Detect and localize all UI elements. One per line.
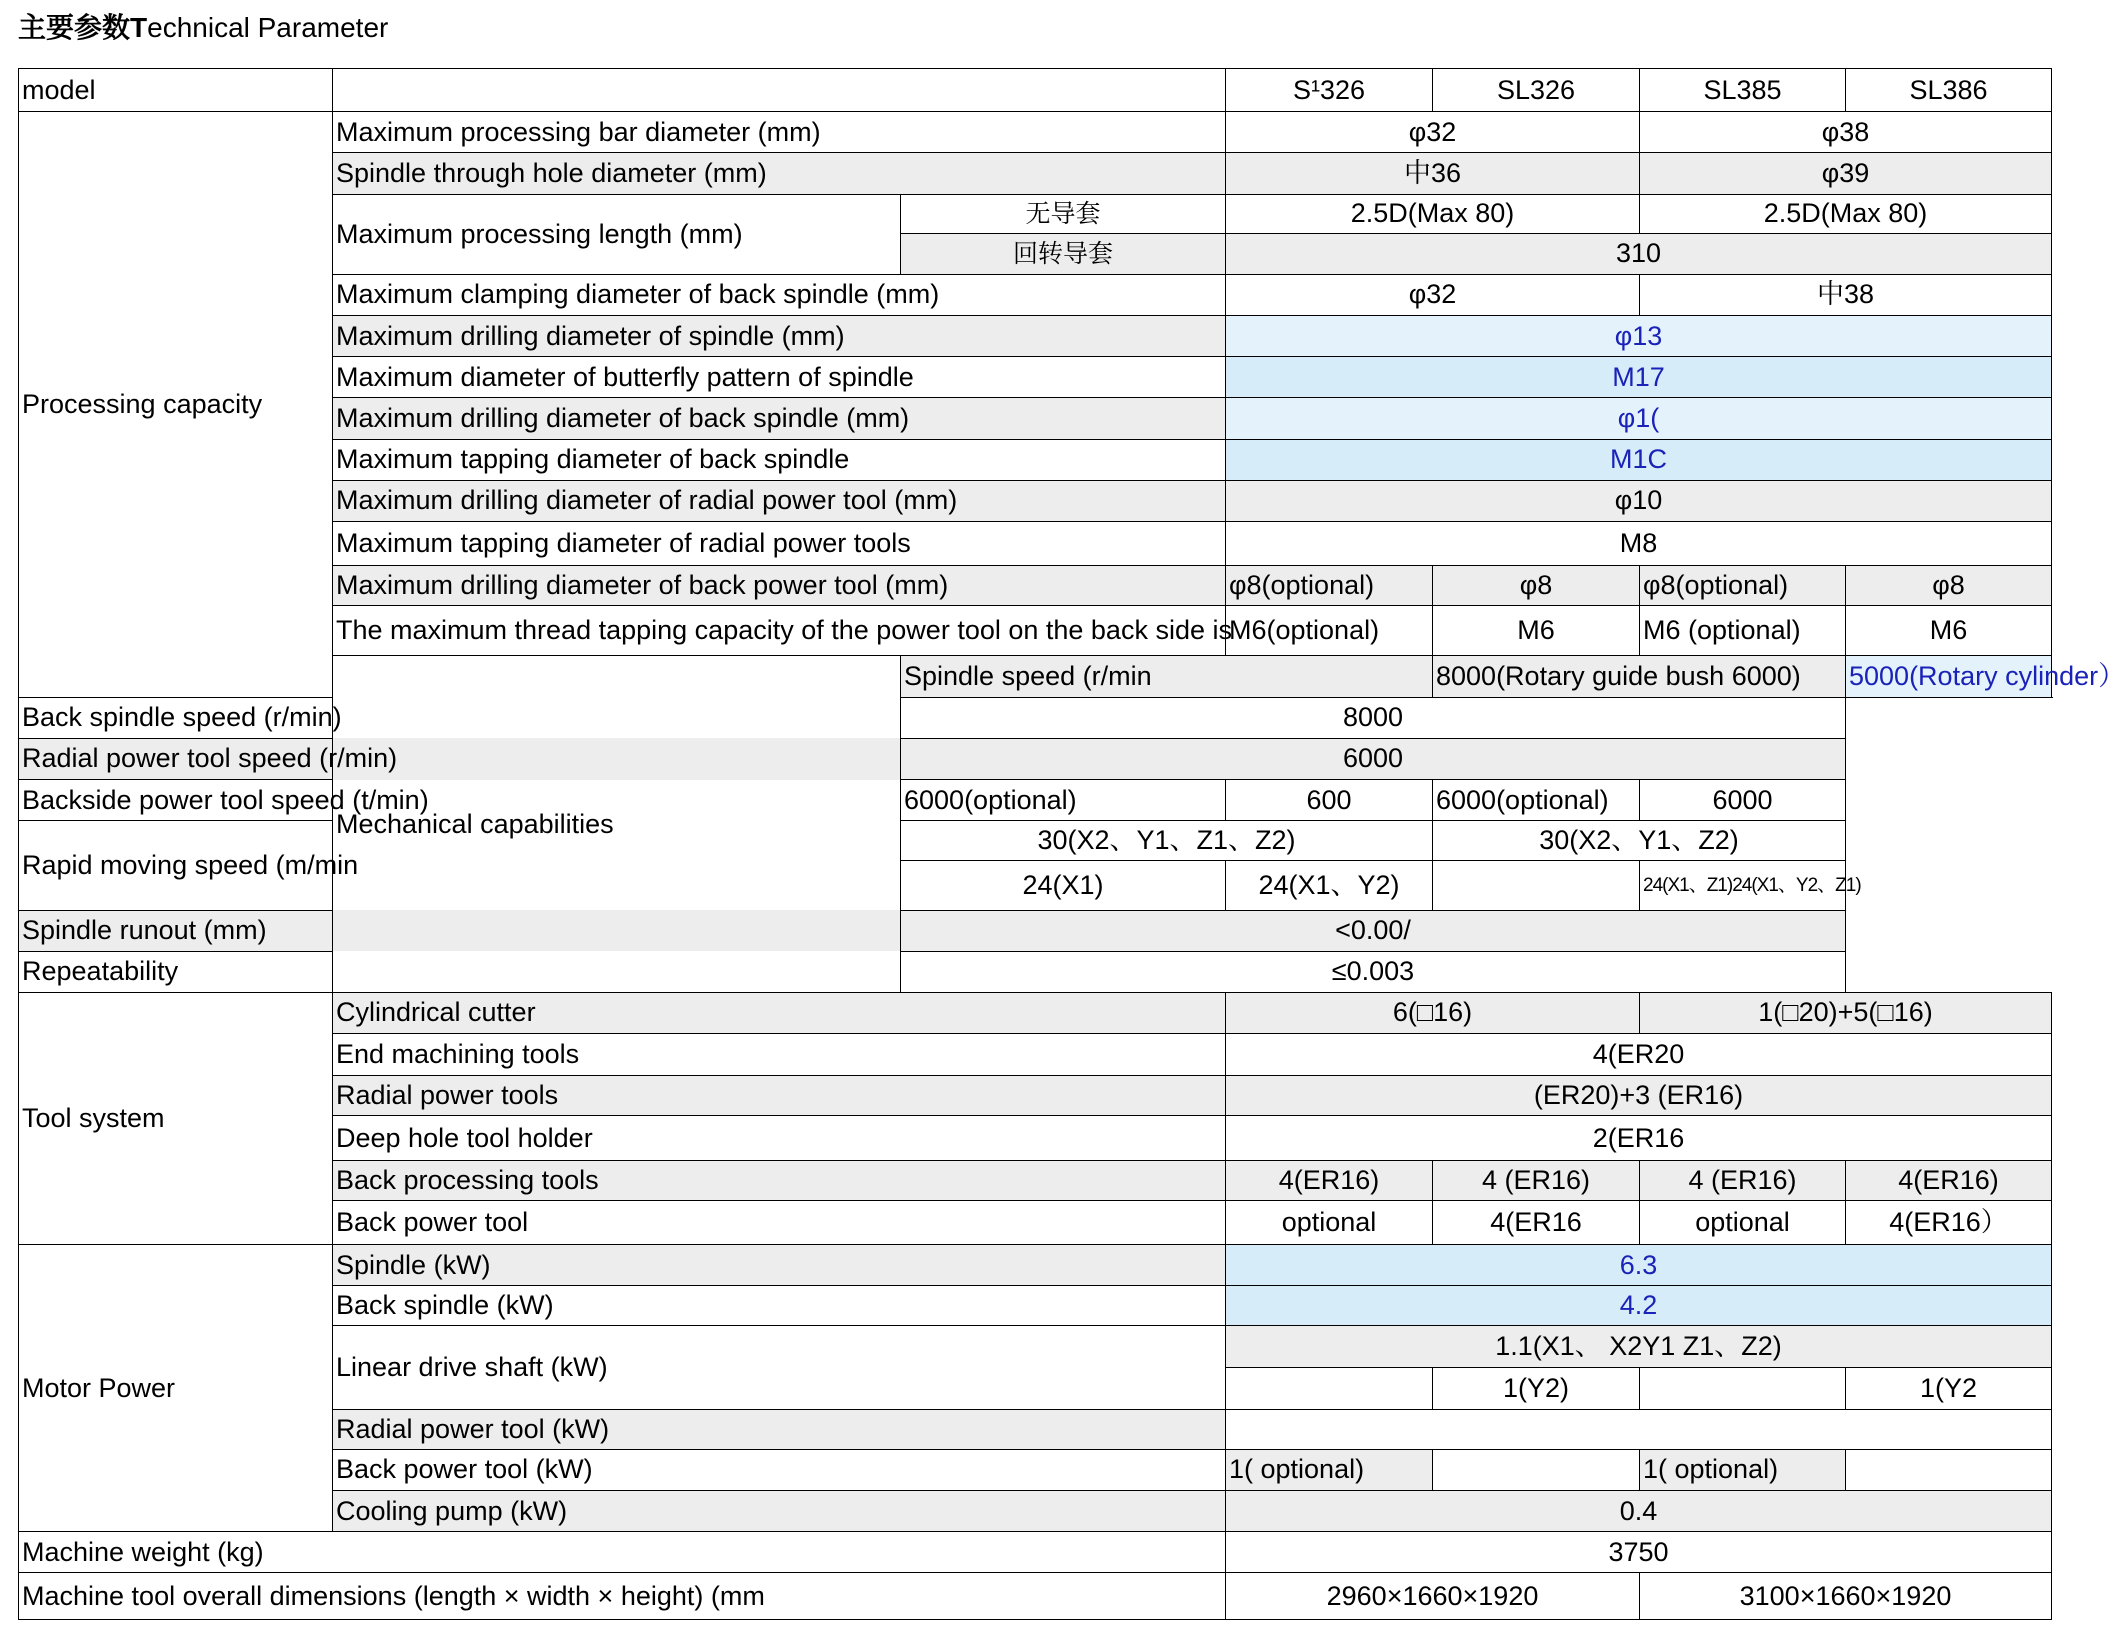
value-rapid-r2-3 <box>1433 861 1640 910</box>
value-cooling: 0.4 <box>1226 1491 2052 1532</box>
value-end: 4(ER20 <box>1226 1034 2052 1076</box>
value-backside-speed-2: 600 <box>1226 780 1433 821</box>
technical-parameter-table <box>18 68 2125 1620</box>
row-label-radial-power: Radial power tool (kW) <box>333 1409 1226 1449</box>
row-label-drill-spindle: Maximum drilling diameter of spindle (mm) <box>333 316 1226 357</box>
value-cyl-2: 1(□20)+5(□16) <box>1640 992 2052 1033</box>
value-dims-1: 2960×1660×1920 <box>1226 1573 1640 1620</box>
row-label-drill-radial: Maximum drilling diameter of radial power tool (mm) <box>333 480 1226 521</box>
category-tool: Tool system <box>19 992 333 1244</box>
value-rapid-r1-1: 30(X2、Y1、Z1、Z2) <box>901 821 1433 861</box>
value-weight: 3750 <box>1226 1532 2052 1573</box>
row-label-motor-back-power: Back power tool (kW) <box>333 1449 1226 1490</box>
page-title <box>18 8 388 48</box>
value-backside-speed-3: 6000(optional) <box>1433 780 1640 821</box>
title-en-rest: echnical Parameter <box>147 12 389 43</box>
category-mechanical: Mechanical capabilities <box>333 656 901 992</box>
value-back-proc-2: 4 (ER16) <box>1433 1160 1640 1200</box>
table-row <box>19 780 2052 821</box>
value-rapid-r1-2: 30(X2、Y1、Z2) <box>1433 821 1846 861</box>
value-through-hole-2: φ39 <box>1640 153 2052 194</box>
value-butterfly: M17 <box>1226 357 2052 398</box>
value-back-power-tool-2: 4(ER16 <box>1433 1200 1640 1244</box>
value-radial-speed: 6000 <box>901 738 1846 779</box>
header-blank <box>333 69 1226 112</box>
value-max-length-no-guide-2: 2.5D(Max 80) <box>1640 194 2052 233</box>
value-rapid-r2-1: 24(X1) <box>901 861 1226 910</box>
title-en-initial: T <box>130 12 148 43</box>
value-deep: 2(ER16 <box>1226 1116 2052 1160</box>
value-cyl-1: 6(□16) <box>1226 992 1640 1033</box>
value-backside-speed-1: 6000(optional) <box>901 780 1226 821</box>
value-thread-back-4: M6 <box>1846 606 2052 656</box>
value-drill-back-power-1: φ8(optional) <box>1226 566 1433 606</box>
value-drill-back-power-2: φ8 <box>1433 566 1640 606</box>
value-dims-2: 3100×1660×1920 <box>1640 1573 2052 1620</box>
value-motor-back-spindle: 4.2 <box>1226 1286 2052 1326</box>
row-label-spindle-speed: Spindle speed (r/min <box>901 656 1433 697</box>
row-label-through-hole: Spindle through hole diameter (mm) <box>333 153 1226 194</box>
value-backside-speed-4: 6000 <box>1640 780 1846 821</box>
model-sl386: SL386 <box>1846 69 2052 112</box>
value-linear-r1: 1.1(X1、 X2Y1 Z1、Z2) <box>1226 1326 2052 1367</box>
value-linear-r2-4: 1(Y2 <box>1846 1367 2052 1409</box>
row-label-cooling: Cooling pump (kW) <box>333 1491 1226 1532</box>
value-thread-back-3: M6 (optional) <box>1640 606 1846 656</box>
table-row <box>19 992 2052 1033</box>
row-label-thread-back: The maximum thread tapping capacity of the power tool on the back side is <box>333 606 1226 656</box>
value-motor-back-power-3: 1( optional) <box>1640 1449 1846 1490</box>
value-tap-radial: M8 <box>1226 521 2052 565</box>
value-thread-back-2: M6 <box>1433 606 1640 656</box>
max-length-sub-no-guide: 无导套 <box>901 194 1226 233</box>
title-zh: 主要参数 <box>18 11 131 44</box>
model-sl385: SL385 <box>1640 69 1846 112</box>
category-processing: Processing capacity <box>19 112 333 697</box>
value-runout: <0.00/ <box>901 910 1846 951</box>
row-label-clamp-back: Maximum clamping diameter of back spindle (mm) <box>333 274 1226 315</box>
table-row <box>19 697 2052 738</box>
row-label-cyl: Cylindrical cutter <box>333 992 1226 1033</box>
value-tap-back: M1C <box>1226 439 2052 480</box>
value-radial-tools: (ER20)+3 (ER16) <box>1226 1076 2052 1116</box>
row-label-end: End machining tools <box>333 1034 1226 1076</box>
row-label-tap-radial: Maximum tapping diameter of radial power tools <box>333 521 1226 565</box>
value-through-hole-1: 中36 <box>1226 153 1640 194</box>
model-s1326: S¹326 <box>1226 69 1433 112</box>
value-spindle-speed-1: 8000(Rotary guide bush 6000) <box>1433 656 1846 697</box>
row-label-max-length: Maximum processing length (mm) <box>333 194 901 274</box>
value-drill-back-power-4: φ8 <box>1846 566 2052 606</box>
value-back-power-tool-3: optional <box>1640 1200 1846 1244</box>
table-row <box>19 738 2052 779</box>
table-row <box>19 910 2052 951</box>
row-label-back-proc: Back processing tools <box>333 1160 1226 1200</box>
value-motor-back-power-2 <box>1433 1449 1640 1490</box>
row-label-deep: Deep hole tool holder <box>333 1116 1226 1160</box>
value-back-proc-1: 4(ER16) <box>1226 1160 1433 1200</box>
value-thread-back-1: M6(optional) <box>1226 606 1433 656</box>
value-back-proc-4: 4(ER16) <box>1846 1160 2052 1200</box>
row-label-rapid: Rapid moving speed (m/min <box>19 821 901 910</box>
value-motor-back-power-1: 1( optional) <box>1226 1449 1433 1490</box>
table-row <box>19 821 2052 861</box>
value-rapid-r2-4: 24(X1、Z1)24(X1、Y2、Z1) <box>1640 861 1846 910</box>
row-label-backside-speed: Backside power tool speed (t/min) <box>19 780 901 821</box>
value-back-proc-3: 4 (ER16) <box>1640 1160 1846 1200</box>
value-linear-r2-1 <box>1226 1367 1433 1409</box>
value-max-length-rotary-guide: 310 <box>1226 233 2052 274</box>
row-label-radial-speed: Radial power tool speed (r/min) <box>19 738 901 779</box>
value-radial-power <box>1226 1409 2052 1449</box>
row-label-linear: Linear drive shaft (kW) <box>333 1326 1226 1409</box>
value-drill-back-power-3: φ8(optional) <box>1640 566 1846 606</box>
value-drill-back: φ1( <box>1226 398 2052 439</box>
row-label-weight: Machine weight (kg) <box>19 1532 1226 1573</box>
table-row <box>19 951 2052 992</box>
model-sl326: SL326 <box>1433 69 1640 112</box>
value-linear-r2-3 <box>1640 1367 1846 1409</box>
table-row <box>19 1244 2052 1285</box>
table-header-row <box>19 69 2052 112</box>
value-max-bar-1: φ32 <box>1226 112 1640 153</box>
value-spindle-speed-2: 5000(Rotary cylinder） <box>1846 656 2052 697</box>
value-max-bar-2: φ38 <box>1640 112 2052 153</box>
row-label-tap-back: Maximum tapping diameter of back spindle <box>333 439 1226 480</box>
row-label-drill-back-power: Maximum drilling diameter of back power tool (mm) <box>333 566 1226 606</box>
category-motor: Motor Power <box>19 1244 333 1531</box>
value-drill-spindle: φ13 <box>1226 316 2052 357</box>
value-back-power-tool-4: 4(ER16） <box>1846 1200 2052 1244</box>
value-max-length-no-guide-1: 2.5D(Max 80) <box>1226 194 1640 233</box>
value-rapid-r2-2: 24(X1、Y2) <box>1226 861 1433 910</box>
table-row <box>19 1532 2052 1573</box>
value-motor-spindle: 6.3 <box>1226 1244 2052 1285</box>
row-label-radial-tools: Radial power tools <box>333 1076 1226 1116</box>
value-back-spindle-speed: 8000 <box>901 697 1846 738</box>
row-label-drill-back: Maximum drilling diameter of back spindle (mm) <box>333 398 1226 439</box>
row-label-repeat: Repeatability <box>19 951 901 992</box>
table-row <box>19 112 2052 153</box>
row-label-motor-back-spindle: Back spindle (kW) <box>333 1286 1226 1326</box>
row-label-back-power-tool: Back power tool <box>333 1200 1226 1244</box>
value-linear-r2-2: 1(Y2) <box>1433 1367 1640 1409</box>
row-label-butterfly: Maximum diameter of butterfly pattern of spindle <box>333 357 1226 398</box>
value-clamp-back-1: φ32 <box>1226 274 1640 315</box>
row-label-dims: Machine tool overall dimensions (length × width × height) (mm <box>19 1573 1226 1620</box>
table-row <box>19 1573 2052 1620</box>
value-repeat: ≤0.003 <box>901 951 1846 992</box>
row-label-runout: Spindle runout (mm) <box>19 910 901 951</box>
value-drill-radial: φ10 <box>1226 480 2052 521</box>
max-length-sub-rotary-guide: 回转导套 <box>901 233 1226 274</box>
row-label-motor-spindle: Spindle (kW) <box>333 1244 1226 1285</box>
model-header-label: model <box>19 69 333 112</box>
row-label-back-spindle-speed: Back spindle speed (r/min) <box>19 697 901 738</box>
row-label-max-bar: Maximum processing bar diameter (mm) <box>333 112 1226 153</box>
value-motor-back-power-4 <box>1846 1449 2052 1490</box>
value-clamp-back-2: 中38 <box>1640 274 2052 315</box>
value-back-power-tool-1: optional <box>1226 1200 1433 1244</box>
